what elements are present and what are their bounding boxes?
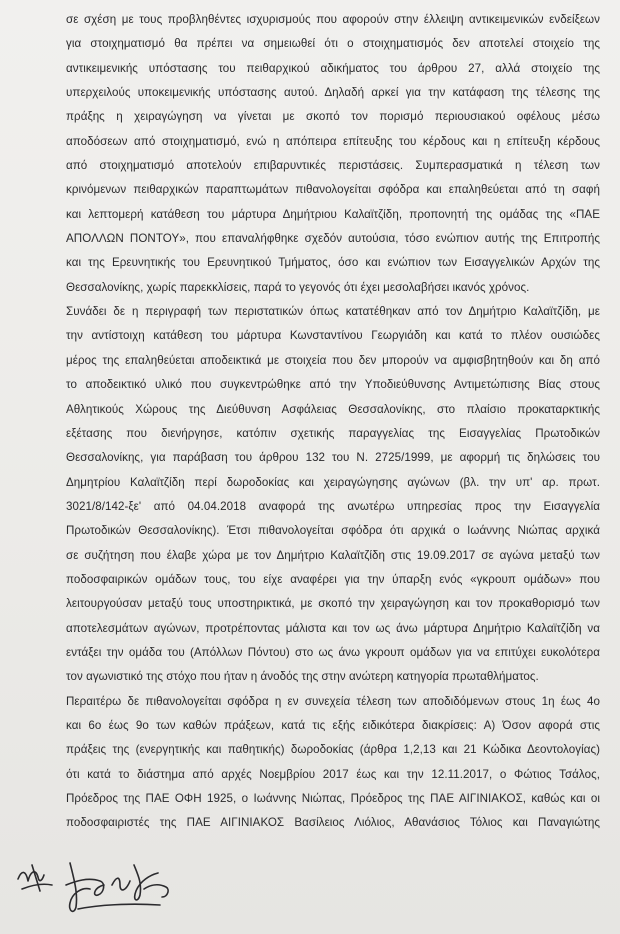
text-line: αποτελεσμάτων αγώνων, προτρέποντας μάλιστα και τον ως άνω μάρτυρα Δημήτριο Καλαϊτζίδη να xyxy=(66,621,600,635)
text-line: Συνάδει δε η περιγραφή των περιστατικών όπως κατατέθηκαν από τον Δημήτριο Καλαϊτζίδη, με xyxy=(66,305,600,319)
text-line: και της Ερευνητικής του Ερευνητικού Τμήματος, όσο και ενώπιον των Εισαγγελικών Αρχών της xyxy=(66,256,600,270)
text-line: μέρος της επαληθεύεται αποδεικτικά με στοιχεία που δεν μπορούν να αμφισβητηθούν και δη από xyxy=(66,353,600,367)
text-line: την αντίστοιχη κατάθεση του μάρτυρα Κωνσταντίνου Γεωργιάδη και κατά το πλέον ουσιώδες xyxy=(66,329,600,343)
text-line: εξέτασης που διενήργησε, κατόπιν σχετικής παραγγελίας της Εισαγγελίας Πρωτοδικών xyxy=(66,426,600,440)
text-line: Δημητρίου Καλαϊτζίδη περί δωροδοκίας και χειραγώγησης αγώνων (βλ. την υπ' αρ. πρωτ. xyxy=(66,475,600,489)
text-line: ότι κατά το διάστημα από αρχές Νοεμβρίου 2017 έως και την 12.11.2017, ο Φώτιος Τσάλος, xyxy=(66,767,600,781)
text-line: 3021/8/142-ξε' από 04.04.2018 αναφορά της ανωτέρω υπηρεσίας προς την Εισαγγελία xyxy=(66,499,600,513)
text-line: Θεσσαλονίκης, χωρίς παρεκκλίσεις, παρά το γεγονός ότι έχει μεσολαβήσει ικανός χρόνος. xyxy=(66,280,530,294)
text-line: ποδοσφαιριστές της ΠΑΕ ΑΙΓΙΝΙΑΚΟΣ Βασίλειος Λιόλιος, Αθανάσιος Τόλιος και Παναγιώτης xyxy=(66,816,600,830)
signatures xyxy=(8,845,208,925)
signature-right xyxy=(66,863,168,911)
text-line: ποδοσφαιρικών ομάδων τους, του είχε αναφέρει για την ύπαρξη ενός «γκρουπ ομάδων» που xyxy=(66,572,600,586)
text-line: το αποδεικτικό υλικό που συγκεντρώθηκε από την Υποδιεύθυνσης Αντιμετώπισης Βίας στους xyxy=(66,378,600,392)
text-line: υπερχειλούς υποκειμενικής υπόστασης αυτού. Δηλαδή αρκεί για την κατάφαση της τέλεσης της xyxy=(66,86,600,100)
text-line: τον αγωνιστικό της στόχο που ήταν η άνοδός της στην ανώτερη κατηγορία πρωταθλήματος. xyxy=(66,670,539,684)
text-line: αποδόσεων από στοιχηματισμό, ενώ η απόπειρα επίτευξης του κέρδους και η επίτευξη κέρδους xyxy=(66,134,600,148)
text-line: σε συζήτηση που έλαβε χώρα με τον Δημήτριο Καλαϊτζίδη στις 19.09.2017 σε αγώνα μεταξύ των xyxy=(66,548,600,562)
text-line: αντικειμενικής υπόστασης του πειθαρχικού αδικήματος του άρθρου 27, αλλά στοιχείο της xyxy=(66,61,600,75)
text-line: Αθλητικούς Χώρους της Διεύθυνση Ασφάλειας Θεσσαλονίκης, στο πλαίσιο προκαταρκτικής xyxy=(66,402,600,416)
text-line: πράξης η χειραγώγηση να γίνεται με σκοπό τον πορισμό περιουσιακού οφέλους μέσω xyxy=(66,110,600,124)
text-line: για στοιχηματισμό θα πρέπει να σημειωθεί ότι ο στοιχηματισμός δεν αποτελεί στοιχείο της xyxy=(66,37,600,51)
text-line: σε σχέση με τους προβληθέντες ισχυρισμούς που αφορούν στην έλλειψη αντικειμενικών ενδείξεων xyxy=(66,13,600,26)
text-line: και λεπτομερή κατάθεση του μάρτυρα Δημήτριου Καλαϊτζίδη, προπονητή της ομάδας της «ΠΑΕ xyxy=(66,207,600,221)
text-line: και 6ο έως 9ο των καθών πράξεων, κατά τις εξής ειδικότερα διακρίσεις: Α) Όσον αφορά στις xyxy=(66,718,600,732)
text-line: εντάξει την ομάδα του (Απόλλων Πόντου) στο ως άνω γκρουπ ομάδων για να επιτύχει ευκολότερα xyxy=(66,645,600,659)
text-line: Περαιτέρω δε πιθανολογείται σφόδρα η εν συνεχεία τέλεση των αποδιδόμενων στους 1η έως 4ο xyxy=(66,694,600,708)
text-line: πράξεις της (ενεργητικής και παθητικής) δωροδοκίας (άρθρα 1,2,13 και 21 Κώδικα Δεοντολογίας) xyxy=(66,743,600,757)
signature-left xyxy=(18,865,52,891)
text-line: κρινόμενων πειθαρχικών παραπτωμάτων πιθανολογείται σφόδρα και επαληθεύεται από τη σαφή xyxy=(66,183,600,197)
text-line: λειτουργούσαν μεταξύ τους υποστηρικτικά, με σκοπό την χειραγώγηση και τον προκαθορισμό των xyxy=(66,597,600,611)
text-line: Θεσσαλονίκης, για παράβαση του άρθρου 132 του Ν. 2725/1999, με αφορμή τις δηλώσεις του xyxy=(66,451,600,465)
document-body xyxy=(66,8,600,836)
text-line: Πρόεδρος της ΠΑΕ ΟΦΗ 1925, ο Ιωάννης Νιώπας, Πρόεδρος της ΠΑΕ ΑΙΓΙΝΙΑΚΟΣ, καθώς και οι xyxy=(66,792,600,805)
text-line: από στοιχηματισμό αποτελούν επιβαρυντικές περιστάσεις. Συμπερασματικά η τέλεση των xyxy=(66,159,600,173)
text-line: ΑΠΟΛΛΩΝ ΠΟΝΤΟΥ», που επαναλήφθηκε σχεδόν αυτούσια, τόσο ενώπιον αυτής της Επιτροπής xyxy=(66,232,600,246)
text-line: Πρωτοδικών Θεσσαλονίκης). Έτσι πιθανολογείται σφόδρα ότι αρχικά ο Ιωάννης Νιώπας αρχικά xyxy=(66,524,600,538)
